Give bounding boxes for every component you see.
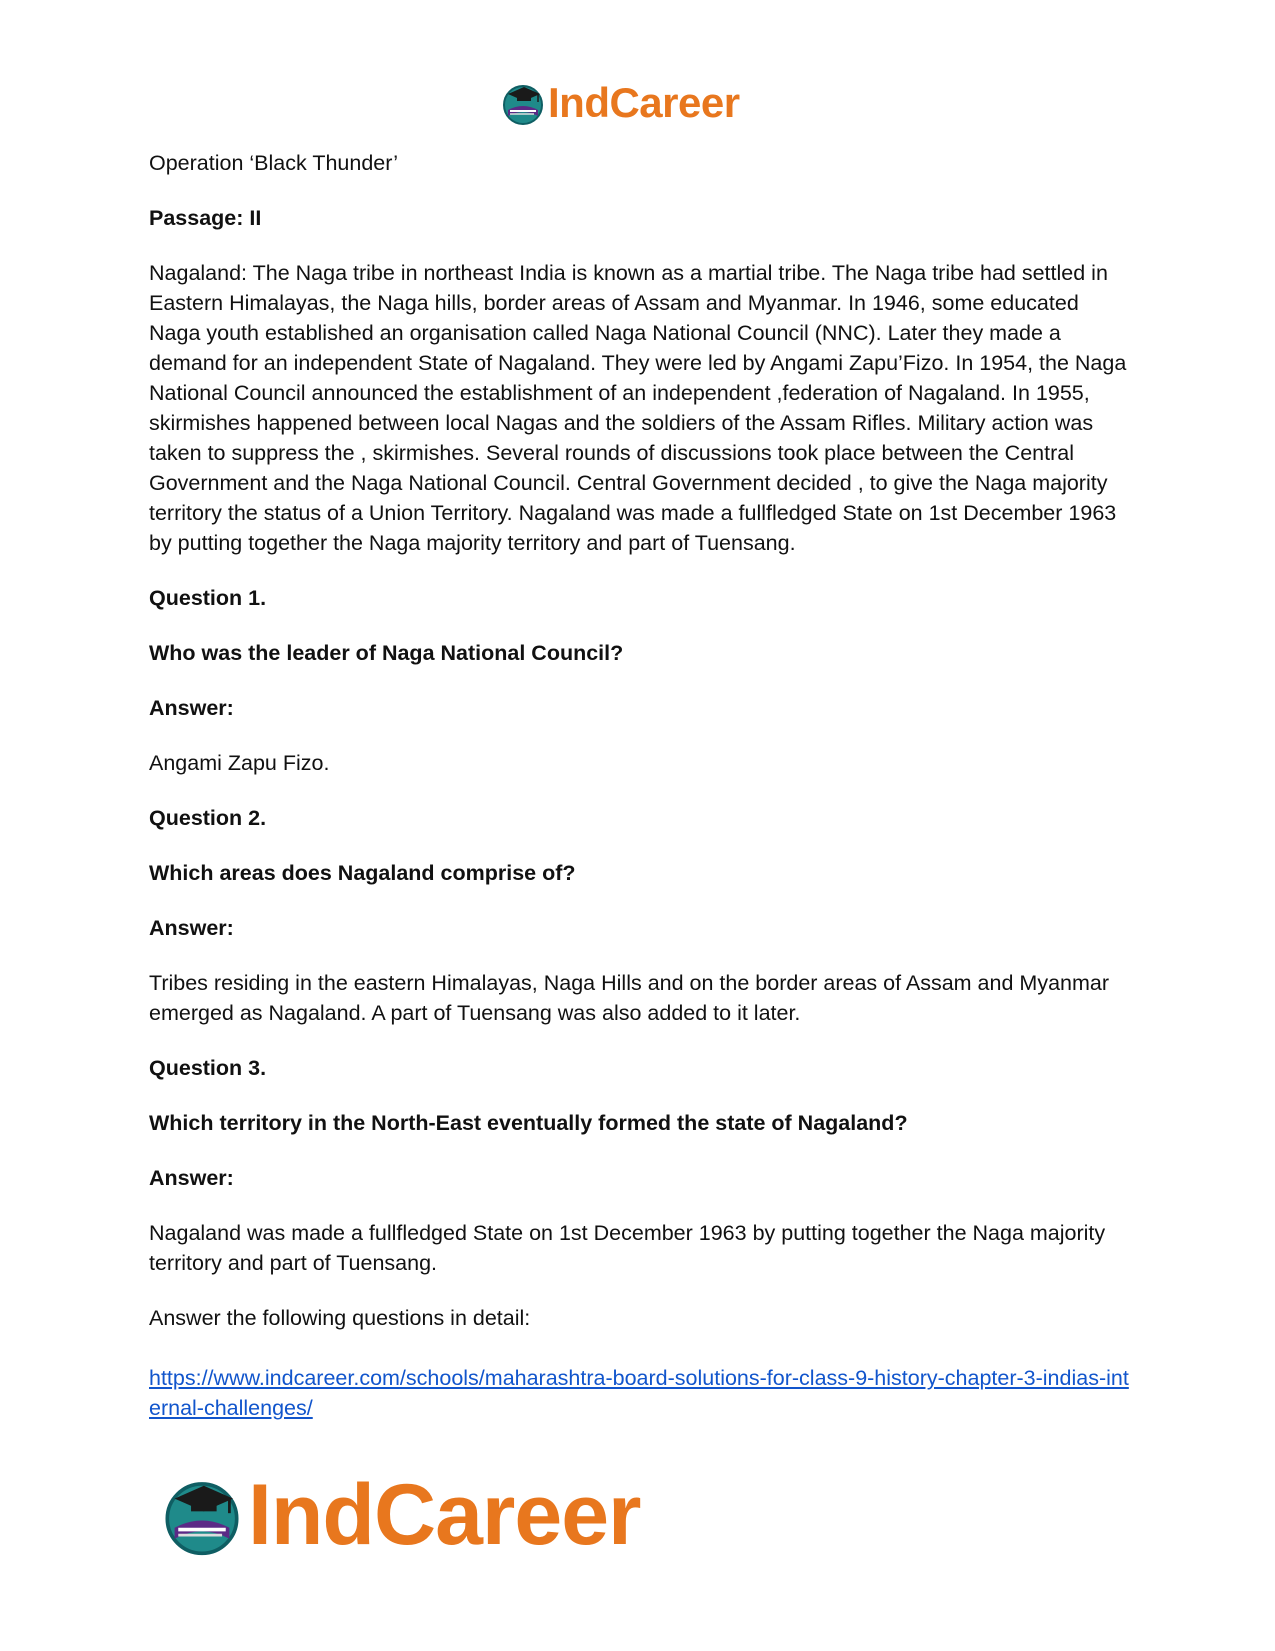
passage-text: Nagaland: The Naga tribe in northeast India is known as a martial tribe. The Naga tribe had settled in Eastern Himalayas, the Naga hills, border areas of Assam and Myanmar. In 1946, some educated Naga youth established an organisation called Naga National Council (NNC). Later they made a demand for an independent State of Nagaland. They were led by Angami Zapu’Fizo. In 1954, the Naga National Council announced the establishment of an independent ,federation of Nagaland. In 1955, skirmishes happened between local Nagas and the soldiers of the Assam Rifles. Military action was taken to suppress the , skirmishes. Several rounds of discussions took place between the Central Government and the Naga National Council. Central Government decided , to give the Naga majority territory the status of a Union Territory. Nagaland was made a fullfledged State on 1st December 1963 by putting together the Naga majority territory and part of Tuensang. <box>149 261 1127 555</box>
question-3-answer: Nagaland was made a fullfledged State on 1st December 1963 by putting together the Naga majority territory and part of Tuensang. <box>149 1221 1106 1275</box>
question-3-number: Question 3. <box>149 1056 267 1080</box>
question-1-answer-label: Answer: <box>149 696 234 720</box>
indcareer-logo-bottom <box>160 1467 641 1563</box>
source-link[interactable]: https://www.indcareer.com/schools/maharashtra-board-solutions-for-class-9-history-chapter-3-indias-internal-challenges/ <box>149 1366 1129 1420</box>
question-2-number: Question 2. <box>149 806 267 830</box>
question-1-answer: Angami Zapu Fizo. <box>149 751 330 775</box>
passage-heading: Passage: II <box>149 206 262 230</box>
question-2-answer: Tribes residing in the eastern Himalayas, Naga Hills and on the border areas of Assam and Myanmar emerged as Nagaland. A part of Tuensang was also added to it later. <box>149 971 1110 1025</box>
graduation-globe-icon <box>160 1473 244 1557</box>
question-2-text: Which areas does Nagaland comprise of? <box>149 861 576 885</box>
question-1-number: Question 1. <box>149 586 267 610</box>
question-3-answer-label: Answer: <box>149 1166 234 1190</box>
indcareer-logo-top <box>500 78 740 128</box>
question-3-text: Which territory in the North-East eventually formed the state of Nagaland? <box>149 1111 908 1135</box>
document-body <box>149 148 1129 1448</box>
closing-line: Answer the following questions in detail: <box>149 1306 531 1330</box>
graduation-globe-icon <box>500 80 546 126</box>
logo-wordmark: IndCareer <box>548 79 740 126</box>
logo-wordmark: IndCareer <box>248 1467 641 1563</box>
intro-line: Operation ‘Black Thunder’ <box>149 151 398 175</box>
question-2-answer-label: Answer: <box>149 916 234 940</box>
question-1-text: Who was the leader of Naga National Council? <box>149 641 624 665</box>
